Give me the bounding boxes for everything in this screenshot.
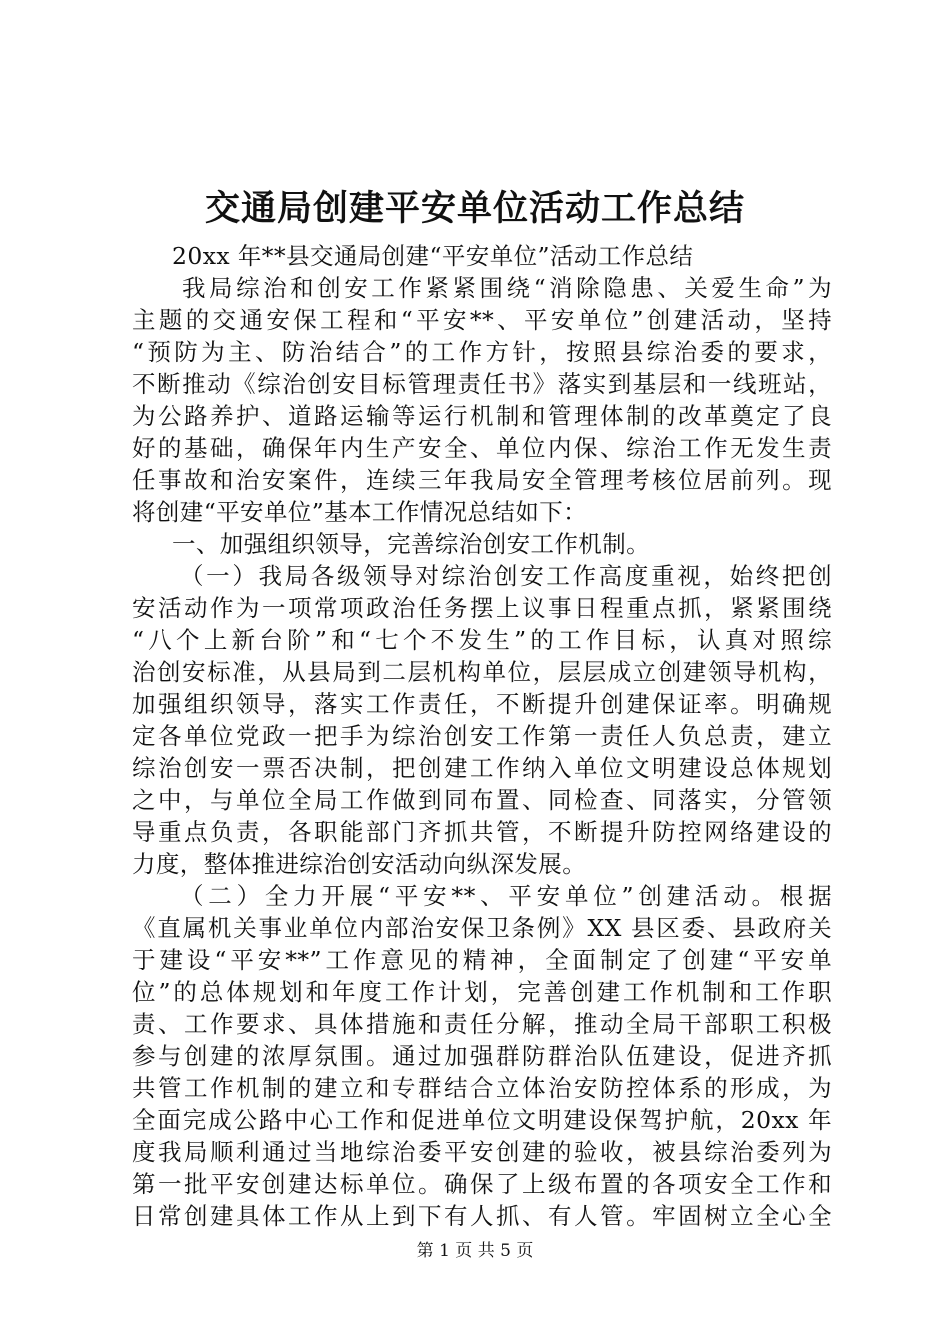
text-line: 我局综治和创安工作紧紧围绕“消除隐患、关爱生命”为 [182, 274, 832, 302]
text-line: 治创安标准，从县局到二层机构单位，层层成立创建领导机构， [132, 658, 832, 686]
text-line: 安活动作为一项常项政治任务摆上议事日程重点抓，紧紧围绕 [132, 594, 832, 622]
text-line: 任事故和治安案件，连续三年我局安全管理考核位居前列。现 [132, 466, 832, 494]
subtitle-line: 20xx 年**县交通局创建“平安单位”活动工作总结 [172, 242, 694, 270]
text-line: 力度，整体推进综治创安活动向纵深发展。 [132, 850, 587, 878]
text-line: 综治创安一票否决制，把创建工作纳入单位文明建设总体规划 [132, 754, 832, 782]
section-heading: 一、加强组织领导，完善综治创安工作机制。 [172, 530, 650, 558]
text-line: 加强组织领导，落实工作责任，不断提升创建保证率。明确规 [132, 690, 832, 718]
text-line: 不断推动《综治创安目标管理责任书》落实到基层和一线班站， [132, 370, 832, 398]
text-line: 参与创建的浓厚氛围。通过加强群防群治队伍建设，促进齐抓 [132, 1042, 832, 1070]
text-line: 全面完成公路中心工作和促进单位文明建设保驾护航，20xx 年 [132, 1106, 832, 1134]
text-line: 于建设“平安**”工作意见的精神，全面制定了创建“平安单 [132, 946, 832, 974]
text-line: 将创建“平安单位”基本工作情况总结如下： [132, 498, 588, 526]
text-line: “八个上新台阶”和“七个不发生”的工作目标，认真对照综 [132, 626, 832, 654]
text-line: 日常创建具体工作从上到下有人抓、有人管。牢固树立全心全 [132, 1202, 832, 1230]
text-line: 共管工作机制的建立和专群结合立体治安防控体系的形成，为 [132, 1074, 832, 1102]
text-line: 位”的总体规划和年度工作计划，完善创建工作机制和工作职 [132, 978, 832, 1006]
text-line: 责、工作要求、具体措施和责任分解，推动全局干部职工积极 [132, 1010, 832, 1038]
page-title: 交通局创建平安单位活动工作总结 [204, 188, 745, 229]
text-line: 第一批平安创建达标单位。确保了上级布置的各项安全工作和 [132, 1170, 832, 1198]
text-line: （一）我局各级领导对综治创安工作高度重视，始终把创 [180, 562, 832, 590]
text-line: （二）全力开展“平安**、平安单位”创建活动。根据 [180, 882, 832, 910]
text-line: 主题的交通安保工程和“平安**、平安单位”创建活动，坚持 [132, 306, 832, 334]
text-line: 之中，与单位全局工作做到同布置、同检查、同落实，分管领 [132, 786, 832, 814]
text-line: 好的基础，确保年内生产安全、单位内保、综治工作无发生责 [132, 434, 832, 462]
text-line: 导重点负责，各职能部门齐抓共管，不断提升防控网络建设的 [132, 818, 832, 846]
text-line: 为公路养护、道路运输等运行机制和管理体制的改革奠定了良 [132, 402, 832, 430]
text-line: “预防为主、防治结合”的工作方针，按照县综治委的要求， [132, 338, 832, 366]
text-line: 度我局顺利通过当地综治委平安创建的验收，被县综治委列为 [132, 1138, 832, 1166]
text-line: 《直属机关事业单位内部治安保卫条例》XX 县区委、县政府关 [132, 914, 832, 942]
text-line: 定各单位党政一把手为综治创安工作第一责任人负总责，建立 [132, 722, 832, 750]
page-number-footer: 第 1 页 共 5 页 [416, 1241, 534, 1261]
